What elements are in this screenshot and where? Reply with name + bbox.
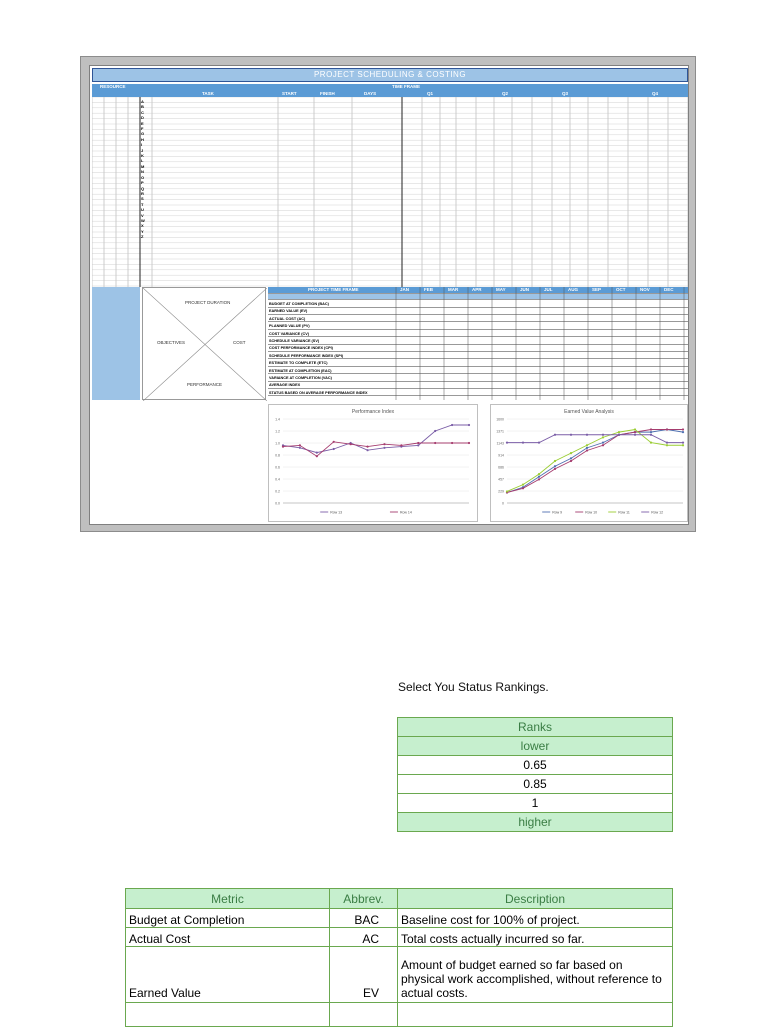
- data-point: [666, 442, 668, 444]
- data-point: [366, 446, 368, 448]
- label-cost: COST: [233, 340, 246, 345]
- task-letter: P: [141, 180, 144, 186]
- data-point: [650, 428, 652, 430]
- spreadsheet-body: [89, 65, 689, 525]
- data-point: [554, 434, 556, 436]
- metric-desc: Baseline cost for 100% of project.: [398, 909, 673, 928]
- data-point: [506, 490, 508, 492]
- data-point: [586, 449, 588, 451]
- task-letter: K: [141, 153, 144, 159]
- metric-abbrev: AC: [330, 928, 398, 947]
- y-tick-label: 0: [502, 501, 504, 506]
- task-letter: M: [141, 163, 145, 169]
- metric-row-label: COST VARIANCE (CV): [269, 331, 310, 336]
- task-letter: L: [141, 158, 144, 164]
- legend-label: Row 11: [618, 510, 630, 515]
- col-task: TASK: [202, 91, 214, 96]
- data-point: [650, 431, 652, 433]
- task-letter: C: [141, 109, 144, 115]
- data-point: [366, 449, 368, 451]
- y-tick-label: 457: [498, 477, 504, 482]
- y-tick-label: 0.6: [275, 465, 280, 470]
- task-letter: F: [141, 126, 144, 132]
- metric-name-empty: [126, 1003, 330, 1027]
- metric-definitions-table: [125, 888, 673, 1027]
- data-point: [299, 444, 301, 446]
- data-point: [554, 465, 556, 467]
- data-point: [522, 487, 524, 489]
- data-point: [682, 444, 684, 446]
- header-row-2: [92, 90, 688, 97]
- data-point: [570, 452, 572, 454]
- metric-desc-empty: [398, 1003, 673, 1027]
- sheet-title: PROJECT SCHEDULING & COSTING: [92, 68, 688, 82]
- data-point: [538, 476, 540, 478]
- metric-row-label: ESTIMATE AT COMPLETION (EAC): [269, 368, 332, 373]
- quarter-q1: Q1: [427, 91, 434, 96]
- y-tick-label: 0.2: [275, 489, 280, 494]
- metric-row-label: ESTIMATE TO COMPLETE (ETC): [269, 361, 328, 366]
- task-letters: [141, 99, 147, 240]
- task-letter: U: [141, 207, 144, 213]
- data-point: [634, 434, 636, 436]
- y-tick-label: 686: [498, 465, 504, 470]
- data-point: [682, 428, 684, 430]
- table-row: [126, 928, 673, 947]
- data-point: [586, 447, 588, 449]
- time-frame-band: [92, 287, 688, 400]
- y-tick-label: 0.8: [275, 453, 280, 458]
- rank-value-1[interactable]: 0.65: [398, 756, 673, 775]
- series-line: [507, 430, 683, 493]
- month-label: FEB: [424, 287, 433, 292]
- quarter-q4: Q4: [652, 91, 659, 96]
- data-point: [383, 443, 385, 445]
- metric-abbrev-empty: [330, 1003, 398, 1027]
- data-point: [299, 447, 301, 449]
- data-point: [451, 424, 453, 426]
- metric-calculation-table: [268, 287, 688, 400]
- task-letter: I: [141, 142, 143, 148]
- data-point: [554, 468, 556, 470]
- task-letter: Z: [141, 234, 144, 240]
- task-letter: G: [141, 131, 145, 137]
- table-row: [126, 947, 673, 1003]
- metric-desc: Total costs actually incurred so far.: [398, 928, 673, 947]
- month-label: JUN: [520, 287, 530, 292]
- earned-chart-title: Earned Value Analysis: [564, 409, 614, 415]
- data-point: [468, 442, 470, 444]
- data-point: [434, 430, 436, 432]
- data-point: [634, 431, 636, 433]
- rank-value-2[interactable]: 0.85: [398, 775, 673, 794]
- task-letter: A: [141, 99, 144, 104]
- task-letter: T: [141, 201, 144, 207]
- data-point: [666, 444, 668, 446]
- data-point: [682, 431, 684, 433]
- task-letter: V: [141, 212, 144, 218]
- data-point: [570, 434, 572, 436]
- data-point: [586, 444, 588, 446]
- label-objectives: OBJECTIVES: [157, 340, 186, 345]
- month-label: MAR: [448, 287, 459, 292]
- task-letter: W: [141, 217, 145, 223]
- task-letter: X: [141, 223, 144, 229]
- legend-label: Row 14: [399, 510, 412, 515]
- col-metric: Metric: [126, 889, 330, 909]
- data-point: [468, 424, 470, 426]
- metric-row-label: AVERAGE INDEX: [269, 383, 301, 388]
- month-label: DEC: [664, 287, 674, 292]
- month-label: JUL: [544, 287, 553, 292]
- data-point: [350, 443, 352, 445]
- metric-row-label: COST PERFORMANCE INDEX (CPI): [269, 346, 333, 351]
- data-point: [522, 442, 524, 444]
- metric-row-label: ACTUAL COST (AC): [269, 316, 306, 321]
- month-label: OCT: [616, 287, 626, 292]
- project-triangle-diagram: [142, 287, 266, 400]
- task-letter: E: [141, 120, 144, 126]
- project-time-frame-label: PROJECT TIME FRAME: [308, 287, 359, 292]
- task-letter: B: [141, 104, 144, 110]
- y-tick-label: 914: [498, 453, 504, 458]
- metric-name: Earned Value: [126, 947, 330, 1003]
- metric-abbrev: BAC: [330, 909, 398, 928]
- y-tick-label: 1.0: [275, 441, 280, 446]
- earned-value-chart: [490, 404, 688, 522]
- status-caption: Select You Status Rankings.: [398, 680, 549, 694]
- month-label: JAN: [400, 287, 410, 292]
- task-letter: J: [141, 147, 144, 153]
- col-abbrev: Abbrev.: [330, 889, 398, 909]
- performance-chart-plot: [269, 405, 477, 521]
- data-point: [618, 434, 620, 436]
- data-point: [666, 428, 668, 430]
- y-tick-label: 1371: [496, 429, 504, 434]
- data-point: [554, 460, 556, 462]
- table-row: [126, 909, 673, 928]
- y-tick-label: 1143: [496, 441, 504, 446]
- task-letter: Y: [141, 228, 144, 234]
- metric-row-label: STATUS BASED ON AVERAGE PERFORMANCE INDEX: [269, 390, 368, 395]
- data-point: [570, 457, 572, 459]
- legend-label: Row 13: [330, 510, 343, 515]
- metric-grid-lines: [268, 287, 688, 400]
- task-letter: S: [141, 196, 144, 202]
- y-tick-label: 229: [498, 489, 504, 494]
- month-label: MAY: [496, 287, 506, 292]
- rank-lower[interactable]: lower: [398, 737, 673, 756]
- quarter-q3: Q3: [562, 91, 569, 96]
- data-point: [650, 434, 652, 436]
- data-point: [451, 442, 453, 444]
- label-performance: PERFORMANCE: [187, 382, 223, 387]
- metric-abbrev: EV: [330, 947, 398, 1003]
- header-time-frame: TIME FRAME: [392, 84, 420, 89]
- data-point: [333, 441, 335, 443]
- col-start: START: [282, 91, 297, 96]
- data-point: [333, 448, 335, 450]
- month-label: SEP: [592, 287, 602, 292]
- month-label: APR: [472, 287, 482, 292]
- data-point: [602, 444, 604, 446]
- metric-desc: Amount of budget earned so far based on physical work accomplished, without reference to actual costs.: [398, 947, 673, 1003]
- task-letter: N: [141, 169, 144, 175]
- data-point: [650, 442, 652, 444]
- data-point: [634, 428, 636, 430]
- month-label: AUG: [568, 287, 578, 292]
- task-letter: Q: [141, 185, 145, 191]
- performance-index-chart: [268, 404, 478, 522]
- data-point: [538, 442, 540, 444]
- data-point: [417, 442, 419, 444]
- legend-label: Row 10: [585, 510, 598, 515]
- data-point: [434, 442, 436, 444]
- data-point: [282, 446, 284, 448]
- data-point: [506, 442, 508, 444]
- metric-row-label: VARIANCE AT COMPLETION (VAC): [269, 376, 332, 380]
- metric-name: Budget at Completion: [126, 909, 330, 928]
- legend-label: Row 9: [552, 510, 563, 515]
- data-point: [602, 434, 604, 436]
- header-resource: RESOURCE: [100, 84, 126, 89]
- rank-higher[interactable]: higher: [398, 813, 673, 832]
- metric-row-label: EARNED VALUE (EV): [269, 309, 308, 314]
- label-project-duration: PROJECT DURATION: [185, 300, 231, 305]
- metric-row-label: SCHEDULE PERFORMANCE INDEX (SPI): [269, 353, 344, 358]
- legend-label: Row 12: [651, 510, 664, 515]
- y-tick-label: 1.4: [275, 417, 280, 422]
- resource-columns: [92, 287, 140, 400]
- metric-row-label: SCHEDULE VARIANCE (SV): [269, 339, 320, 343]
- task-grid: [92, 97, 688, 287]
- status-ranks-table: [397, 717, 673, 832]
- ranks-header: Ranks: [398, 718, 673, 737]
- month-label: NOV: [640, 287, 650, 292]
- table-row: [126, 1003, 673, 1027]
- col-description: Description: [398, 889, 673, 909]
- y-tick-label: 0.0: [275, 501, 280, 506]
- data-point: [522, 484, 524, 486]
- data-point: [400, 444, 402, 446]
- performance-chart-title: Performance Index: [351, 409, 395, 415]
- metric-name: Actual Cost: [126, 928, 330, 947]
- data-point: [538, 473, 540, 475]
- y-tick-label: 0.4: [275, 477, 280, 482]
- rank-value-3[interactable]: 1: [398, 794, 673, 813]
- col-finish: FINISH: [320, 91, 335, 96]
- data-point: [417, 444, 419, 446]
- spreadsheet-preview: [80, 56, 696, 532]
- series-line: [507, 430, 683, 493]
- y-tick-label: 1600: [496, 417, 504, 422]
- task-letter: H: [141, 136, 144, 142]
- task-letter: O: [141, 174, 145, 180]
- data-point: [316, 452, 318, 454]
- data-point: [570, 460, 572, 462]
- task-letter: R: [141, 190, 144, 196]
- task-grid-lines: [92, 97, 688, 287]
- data-point: [602, 436, 604, 438]
- data-point: [316, 455, 318, 457]
- earned-chart-plot: [491, 405, 687, 521]
- col-days: DAYS: [364, 91, 377, 96]
- metric-row-label: PLANNED VALUE (PV): [269, 324, 310, 329]
- data-point: [383, 447, 385, 449]
- data-point: [682, 442, 684, 444]
- series-line: [283, 425, 469, 453]
- data-point: [586, 434, 588, 436]
- metric-row-label: BUDGET AT COMPLETION (BAC): [269, 302, 329, 306]
- quarter-q2: Q2: [502, 91, 509, 96]
- y-tick-label: 1.2: [275, 429, 280, 434]
- data-point: [602, 442, 604, 444]
- data-point: [538, 478, 540, 480]
- data-point: [618, 431, 620, 433]
- task-letter: D: [141, 115, 144, 121]
